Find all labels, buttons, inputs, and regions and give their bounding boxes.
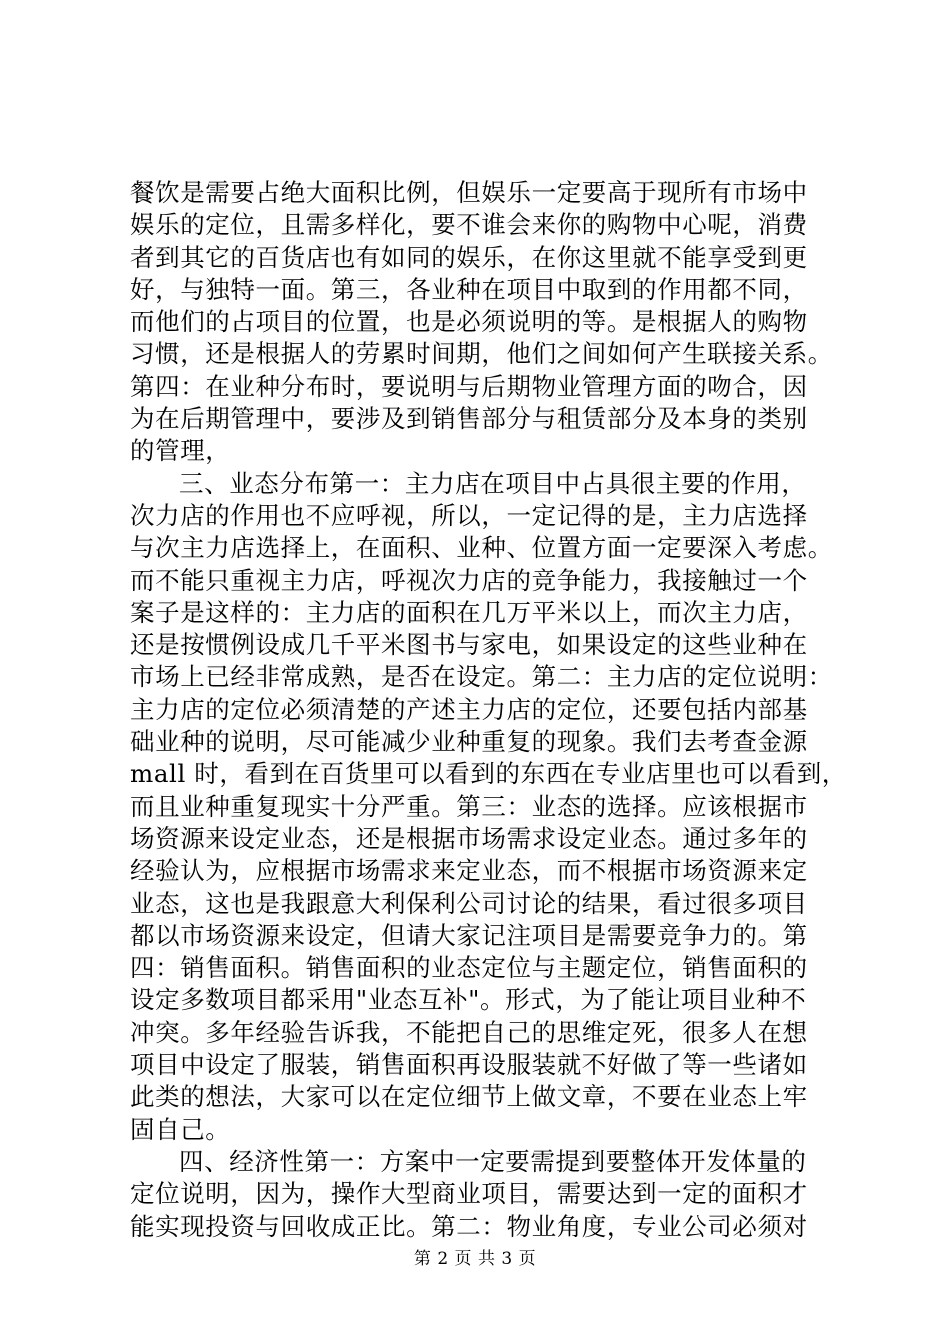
text-line: 次力店的作用也不应呼视，所以，一定记得的是，主力店选择 [130, 500, 808, 530]
page-footer: 第 2 页 共 3 页 [413, 1249, 537, 1269]
text-line: 第四：在业种分布时，要说明与后期物业管理方面的吻合，因 [130, 371, 808, 401]
text-line: 案子是这样的：主力店的面积在几万平米以上，而次主力店， [130, 597, 808, 627]
text-line: 还是按惯例设成几千平米图书与家电，如果设定的这些业种在 [130, 630, 808, 660]
text-line: 经验认为，应根据市场需求来定业态，而不根据市场资源来定 [130, 856, 808, 886]
text-line: 主力店的定位必须清楚的产述主力店的定位，还要包括内部基 [130, 694, 808, 724]
document-body [130, 177, 847, 1243]
text-line: 娱乐的定位，且需多样化，要不谁会来你的购物中心呢，消费 [130, 210, 808, 240]
text-line: mall 时，看到在百货里可以看到的东西在专业店里也可以看到， [130, 759, 847, 789]
text-line: 都以市场资源来设定，但请大家记注项目是需要竞争力的。第 [130, 920, 808, 950]
text-line: 好，与独特一面。第三，各业种在项目中取到的作用都不同， [130, 274, 808, 304]
text-line: 四、经济性第一：方案中一定要需提到要整体开发体量的 [179, 1146, 807, 1176]
text-line: 项目中设定了服装，销售面积再设服装就不好做了等一些诸如 [130, 1050, 808, 1080]
text-line: 业态，这也是我跟意大利保利公司讨论的结果，看过很多项目 [130, 888, 808, 918]
text-line: 础业种的说明，尽可能减少业种重复的现象。我们去考查金源 [130, 727, 808, 757]
text-line: 与次主力店选择上，在面积、业种、位置方面一定要深入考虑。 [130, 533, 833, 563]
text-line: 三、业态分布第一：主力店在项目中占具很主要的作用， [179, 468, 807, 498]
text-line: 定位说明，因为，操作大型商业项目，需要达到一定的面积才 [130, 1179, 808, 1209]
text-line: 此类的想法，大家可以在定位细节上做文章，不要在业态上牢 [130, 1082, 808, 1112]
text-line: 四：销售面积。销售面积的业态定位与主题定位，销售面积的 [130, 953, 808, 983]
text-line: 冲突。多年经验告诉我，不能把自己的思维定死，很多人在想 [130, 1017, 808, 1047]
text-line: 的管理， [130, 436, 231, 466]
text-line: 而且业种重复现实十分严重。第三：业态的选择。应该根据市 [130, 791, 808, 821]
text-line: 而不能只重视主力店，呼视次力店的竞争能力，我接触过一个 [130, 565, 808, 595]
text-line: 能实现投资与回收成正比。第二：物业角度，专业公司必须对 [130, 1211, 808, 1241]
text-line: 习惯，还是根据人的劳累时间期，他们之间如何产生联接关系。 [130, 339, 833, 369]
text-line: 为在后期管理中，要涉及到销售部分与租赁部分及本身的类别 [130, 404, 808, 434]
text-line: 者到其它的百货店也有如同的娱乐，在你这里就不能享受到更 [130, 242, 808, 272]
text-line: 而他们的占项目的位置，也是必须说明的等。是根据人的购物 [130, 307, 808, 337]
text-line: 设定多数项目都采用"业态互补"。形式，为了能让项目业种不 [130, 985, 807, 1015]
text-line: 市场上已经非常成熟，是否在设定。第二：主力店的定位说明： [130, 662, 833, 692]
text-line: 餐饮是需要占绝大面积比例，但娱乐一定要高于现所有市场中 [130, 178, 808, 207]
text-line: 场资源来设定业态，还是根据市场需求设定业态。通过多年的 [130, 823, 808, 853]
text-line: 固自己。 [130, 1114, 231, 1144]
